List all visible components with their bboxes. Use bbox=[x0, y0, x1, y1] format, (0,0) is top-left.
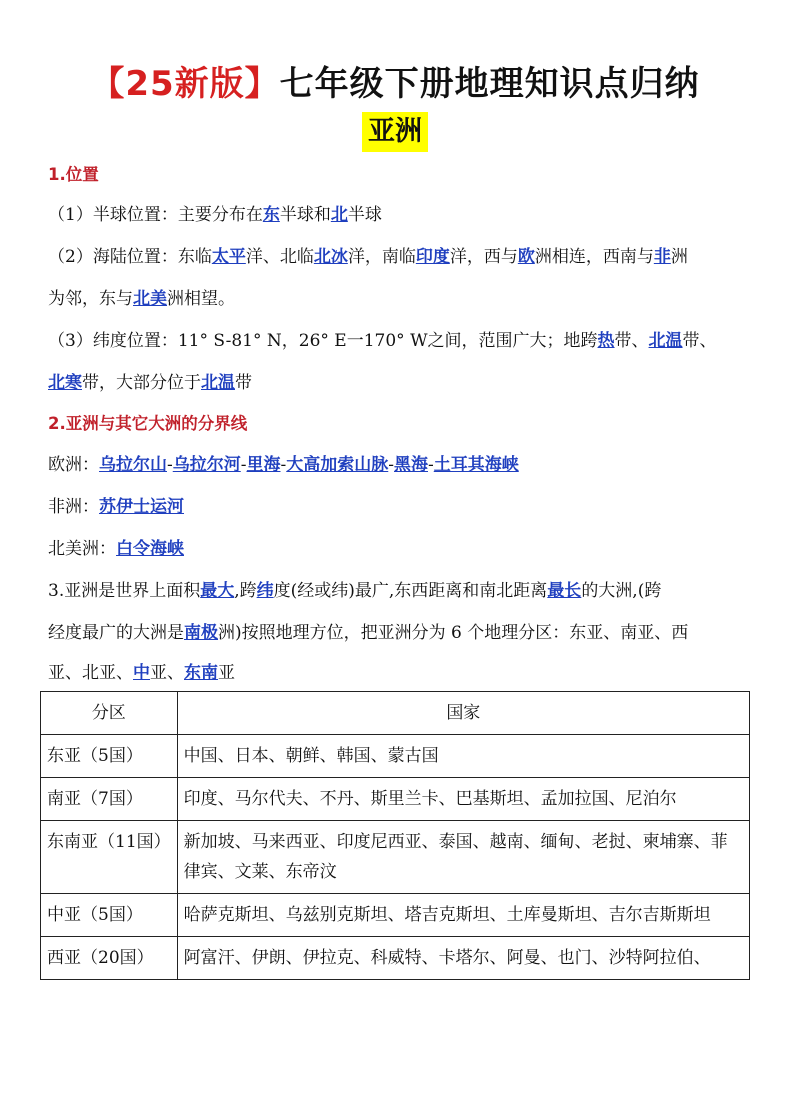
answer: 最长 bbox=[547, 581, 582, 601]
text: 半球和 bbox=[279, 205, 331, 225]
answer: 南极 bbox=[184, 623, 218, 643]
hemisphere-line bbox=[48, 204, 748, 226]
region-cell: 东南亚（11国） bbox=[41, 821, 178, 894]
text: 为邻，东与 bbox=[48, 289, 133, 309]
text: 亚 bbox=[218, 663, 235, 683]
text: ,跨 bbox=[234, 581, 257, 601]
dash: - bbox=[428, 455, 434, 475]
countries-cell: 阿富汗、伊朗、伊拉克、科威特、卡塔尔、阿曼、也门、沙特阿拉伯、 bbox=[177, 937, 749, 980]
answer-africa: 非 bbox=[653, 247, 671, 267]
countries-cell: 印度、马尔代夫、不丹、斯里兰卡、巴基斯坦、孟加拉国、尼泊尔 bbox=[177, 778, 749, 821]
dash: - bbox=[388, 455, 394, 475]
answer-indian: 印度 bbox=[415, 247, 450, 267]
answer: 纬 bbox=[256, 581, 274, 601]
region-cell: 西亚（20国） bbox=[41, 937, 178, 980]
text: 半球 bbox=[347, 205, 382, 225]
text: 亚、 bbox=[150, 663, 184, 683]
sea-land-line-cont bbox=[48, 288, 748, 310]
answer-tropical: 热 bbox=[597, 331, 615, 351]
text: 带，大部分位于 bbox=[82, 373, 201, 393]
answer-north-temperate: 北温 bbox=[648, 331, 683, 351]
text: 亚、北亚、 bbox=[48, 663, 133, 683]
dash: - bbox=[167, 455, 173, 475]
text: 洋，西与 bbox=[449, 247, 518, 267]
title-prefix: 【25新版】 bbox=[90, 64, 280, 104]
latitude-line-cont bbox=[48, 372, 748, 394]
countries-cell: 中国、日本、朝鲜、韩国、蒙古国 bbox=[177, 735, 749, 778]
text: 带 bbox=[235, 373, 252, 393]
text: 洲)按照地理方位，把亚洲分为 6 个地理分区：东亚、南亚、西 bbox=[218, 623, 689, 643]
area-line-3 bbox=[48, 662, 748, 684]
text: （3）纬度位置：11° S-81° N，26° E一170° W之间，范围广大；地跨 bbox=[48, 331, 598, 351]
answer: 白令海峡 bbox=[116, 539, 184, 559]
title-main: 七年级下册地理知识点归纳 bbox=[279, 64, 700, 104]
text: 洋，南临 bbox=[347, 247, 416, 267]
answer-arctic: 北冰 bbox=[313, 247, 348, 267]
countries-cell: 哈萨克斯坦、乌兹别克斯坦、塔吉克斯坦、土库曼斯坦、吉尔吉斯斯坦 bbox=[177, 894, 749, 937]
answer-north-temperate: 北温 bbox=[201, 373, 235, 393]
heading-boundaries: 2.亚洲与其它大洲的分界线 bbox=[48, 414, 248, 433]
text: 经度最广的大洲是 bbox=[48, 623, 184, 643]
text: （2）海陆位置：东临 bbox=[48, 247, 212, 267]
boundary-europe bbox=[48, 454, 748, 476]
table-header-row bbox=[41, 692, 750, 735]
answer: 乌拉尔河 bbox=[172, 455, 241, 475]
answer: 黑海 bbox=[394, 455, 428, 475]
text: 洲相望。 bbox=[167, 289, 235, 309]
text: 度(经或纬)最广,东西距离和南北距离 bbox=[273, 581, 548, 601]
table-row bbox=[41, 894, 750, 937]
document-title bbox=[0, 56, 790, 105]
sea-land-line bbox=[48, 246, 748, 268]
answer-pacific: 太平 bbox=[211, 247, 246, 267]
header-region: 分区 bbox=[41, 692, 178, 735]
countries-cell: 新加坡、马来西亚、印度尼西亚、泰国、越南、缅甸、老挝、柬埔寨、菲律宾、文莱、东帝汶 bbox=[177, 821, 749, 894]
answer-north-frigid: 北寒 bbox=[48, 373, 82, 393]
text: 洲相连，西南与 bbox=[534, 247, 654, 267]
region-cell: 东亚（5国） bbox=[41, 735, 178, 778]
table-row bbox=[41, 778, 750, 821]
latitude-line bbox=[48, 330, 748, 352]
text: 的大洲,(跨 bbox=[581, 581, 662, 601]
table-row bbox=[41, 735, 750, 778]
text: 带、 bbox=[614, 331, 649, 351]
answer-north-america: 北美 bbox=[133, 289, 167, 309]
heading-location: 1.位置 bbox=[48, 165, 99, 184]
answer: 中 bbox=[133, 663, 150, 683]
answer: 土耳其海峡 bbox=[433, 455, 519, 475]
answer: 乌拉尔山 bbox=[99, 455, 167, 475]
text: （1）半球位置：主要分布在 bbox=[48, 205, 263, 225]
answer: 最大 bbox=[200, 581, 235, 601]
boundary-north-america bbox=[48, 538, 748, 560]
text: 带、 bbox=[682, 331, 717, 351]
region-cell: 中亚（5国） bbox=[41, 894, 178, 937]
label: 非洲： bbox=[48, 497, 99, 517]
text: 洲 bbox=[670, 247, 688, 267]
table-row bbox=[41, 821, 750, 894]
label: 北美洲： bbox=[48, 539, 116, 559]
area-line-2 bbox=[48, 622, 748, 644]
text: 3.亚洲是世界上面积 bbox=[48, 581, 201, 601]
answer-north: 北 bbox=[330, 205, 348, 225]
header-countries: 国家 bbox=[177, 692, 749, 735]
region-table bbox=[40, 691, 750, 980]
answer: 里海 bbox=[246, 455, 281, 475]
answer-east: 东 bbox=[262, 205, 280, 225]
answer: 大高加索山脉 bbox=[286, 455, 389, 475]
answer: 东南 bbox=[184, 663, 218, 683]
area-line bbox=[48, 580, 748, 602]
dash: - bbox=[240, 455, 247, 475]
subtitle-wrap bbox=[0, 112, 790, 152]
answer: 苏伊士运河 bbox=[99, 497, 184, 517]
dash: - bbox=[280, 455, 287, 475]
answer-europe: 欧 bbox=[517, 247, 535, 267]
table-row bbox=[41, 937, 750, 980]
region-cell: 南亚（7国） bbox=[41, 778, 178, 821]
text: 洋、北临 bbox=[245, 247, 314, 267]
section-subtitle: 亚洲 bbox=[362, 112, 428, 152]
boundary-africa bbox=[48, 496, 748, 518]
label: 欧洲： bbox=[48, 455, 99, 475]
